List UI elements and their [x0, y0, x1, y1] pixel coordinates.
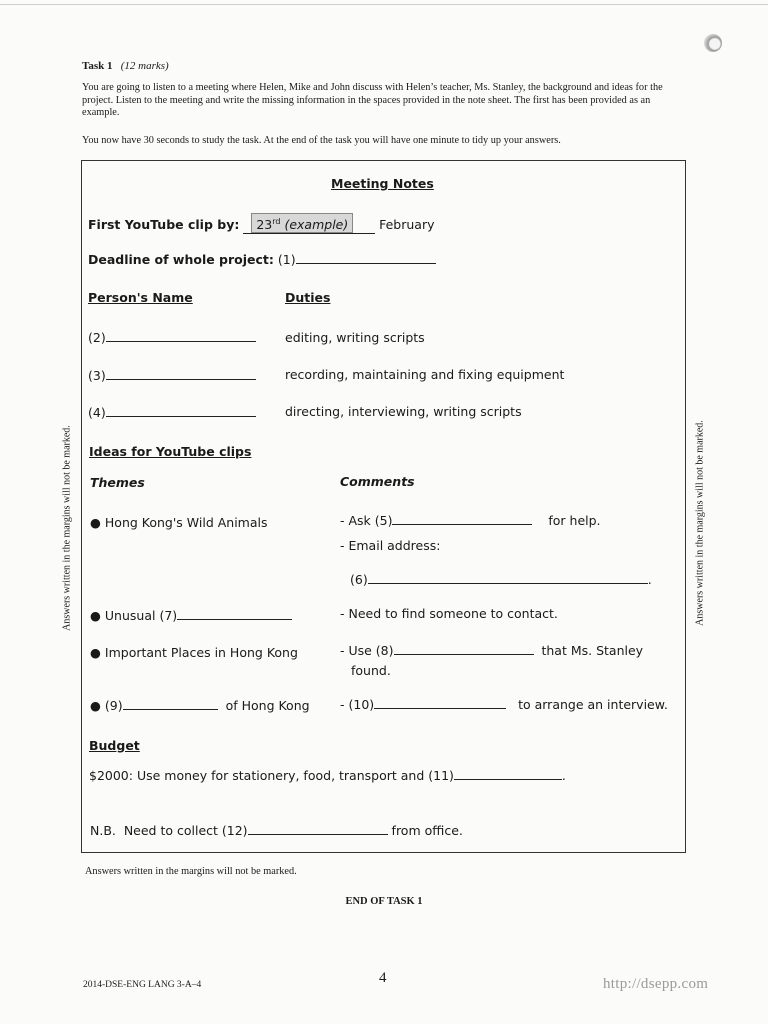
q8-prefix: - Use (8): [340, 643, 394, 658]
q6-row: [350, 572, 652, 587]
budget-text: $2000: Use money for stationery, food, transport and (11): [89, 768, 454, 783]
q9-answer-blank[interactable]: [123, 699, 218, 710]
q10-answer-blank[interactable]: [374, 698, 506, 709]
task-marks: (12 marks): [120, 60, 169, 72]
duty-4: directing, interviewing, writing scripts: [285, 404, 522, 419]
instruction-paragraph-1: You are going to listen to a meeting where Helen, Mike and John discuss with Helen’s teacher, Ms. Stanley, the background and ideas for the project. Listen to the meeting and write the missing information in the spaces provided in the note sheet. The first has been provided as an example.: [82, 82, 663, 118]
note-sheet-title: Meeting Notes: [331, 176, 434, 191]
duty-2: editing, writing scripts: [285, 330, 425, 345]
theme-4: [90, 698, 310, 713]
left-margin-note: Answers written in the margins will not be marked.: [61, 425, 73, 631]
bottom-margin-note: Answers written in the margins will not be marked.: [85, 866, 297, 877]
theme-3: [90, 645, 298, 660]
instruction-paragraph-2: You now have 30 seconds to study the task. At the end of the task you will have one minute to tidy up your answers.: [82, 135, 561, 146]
q10-prefix: - (10): [340, 697, 375, 712]
nb-text: Need to collect (12): [123, 823, 248, 838]
q3-answer-blank[interactable]: [106, 369, 256, 380]
comment-4: [340, 697, 668, 712]
nb-suffix: from office.: [391, 823, 463, 838]
deadline-label: Deadline of whole project:: [88, 252, 274, 267]
q1-answer-blank[interactable]: [296, 253, 436, 264]
first-clip-label: First YouTube clip by:: [88, 217, 240, 233]
q2-answer-blank[interactable]: [106, 331, 256, 342]
end-of-task-label: END OF TASK 1: [345, 896, 423, 907]
person-row-2: [88, 330, 256, 345]
duties-heading: Duties: [285, 290, 331, 305]
q6-end: .: [647, 572, 652, 587]
comment-3: [340, 643, 643, 658]
q5-prefix: - Ask (5): [340, 513, 393, 528]
q6-number: (6): [350, 572, 368, 587]
q9-number: (9): [104, 698, 123, 713]
person-name-heading: Person's Name: [88, 290, 193, 305]
q11-answer-blank[interactable]: [454, 769, 562, 780]
q2-number: (2): [88, 330, 106, 345]
comment-1a: [340, 513, 601, 528]
bullet-icon: ●: [90, 608, 101, 623]
example-answer: [243, 213, 375, 234]
budget-end: .: [561, 768, 566, 783]
page-top-edge: [0, 4, 768, 5]
person-row-4: [88, 405, 256, 420]
bullet-icon: ●: [90, 645, 101, 660]
themes-heading: Themes: [90, 475, 145, 490]
example-day: 23: [256, 217, 273, 233]
example-month: February: [379, 217, 435, 233]
task-title: [82, 60, 169, 72]
paper-code: 2014-DSE-ENG LANG 3-A–4: [83, 980, 202, 990]
theme-2: [90, 608, 292, 623]
q8-suffix: that Ms. Stanley: [541, 643, 644, 658]
comment-1b: - Email address:: [340, 538, 441, 553]
theme-1: [90, 515, 268, 530]
ideas-heading: Ideas for YouTube clips: [89, 444, 252, 459]
q8-answer-blank[interactable]: [394, 644, 534, 655]
page-number: 4: [379, 970, 387, 986]
q7-answer-blank[interactable]: [177, 609, 292, 620]
q3-number: (3): [88, 368, 106, 383]
duty-3: recording, maintaining and fixing equipment: [285, 367, 565, 382]
example-highlight: [251, 213, 353, 233]
theme-1-text: Hong Kong's Wild Animals: [104, 515, 268, 530]
nb-label: N.B.: [90, 823, 116, 838]
budget-row: [89, 768, 566, 783]
q5-answer-blank[interactable]: [392, 514, 532, 525]
task-label: Task 1: [82, 60, 113, 72]
watermark-url: http://dsepp.com: [603, 976, 709, 992]
q4-answer-blank[interactable]: [106, 406, 256, 417]
q4-number: (4): [88, 405, 106, 420]
budget-heading: Budget: [89, 738, 140, 753]
nb-row: [90, 823, 463, 838]
person-row-3: [88, 368, 256, 383]
comment-2: - Need to find someone to contact.: [340, 606, 558, 621]
bullet-icon: ●: [90, 698, 101, 713]
q10-suffix: to arrange an interview.: [518, 697, 668, 712]
right-margin-note: Answers written in the margins will not be marked.: [694, 420, 706, 626]
example-sup: rd: [272, 217, 281, 226]
comments-heading: Comments: [340, 474, 415, 489]
q12-answer-blank[interactable]: [248, 824, 388, 835]
theme-2-text: Unusual (7): [104, 608, 178, 623]
deadline-row: [88, 252, 436, 267]
comment-3-line2: found.: [351, 663, 391, 678]
q6-answer-blank[interactable]: [368, 573, 648, 584]
bullet-icon: ●: [90, 515, 101, 530]
punch-hole: [704, 34, 722, 52]
theme-4-suffix: of Hong Kong: [225, 698, 310, 713]
first-clip-row: [88, 213, 435, 234]
theme-3-text: Important Places in Hong Kong: [104, 645, 298, 660]
q5-suffix: for help.: [548, 513, 601, 528]
q1-number: (1): [277, 252, 296, 267]
example-tag: (example): [284, 217, 349, 233]
